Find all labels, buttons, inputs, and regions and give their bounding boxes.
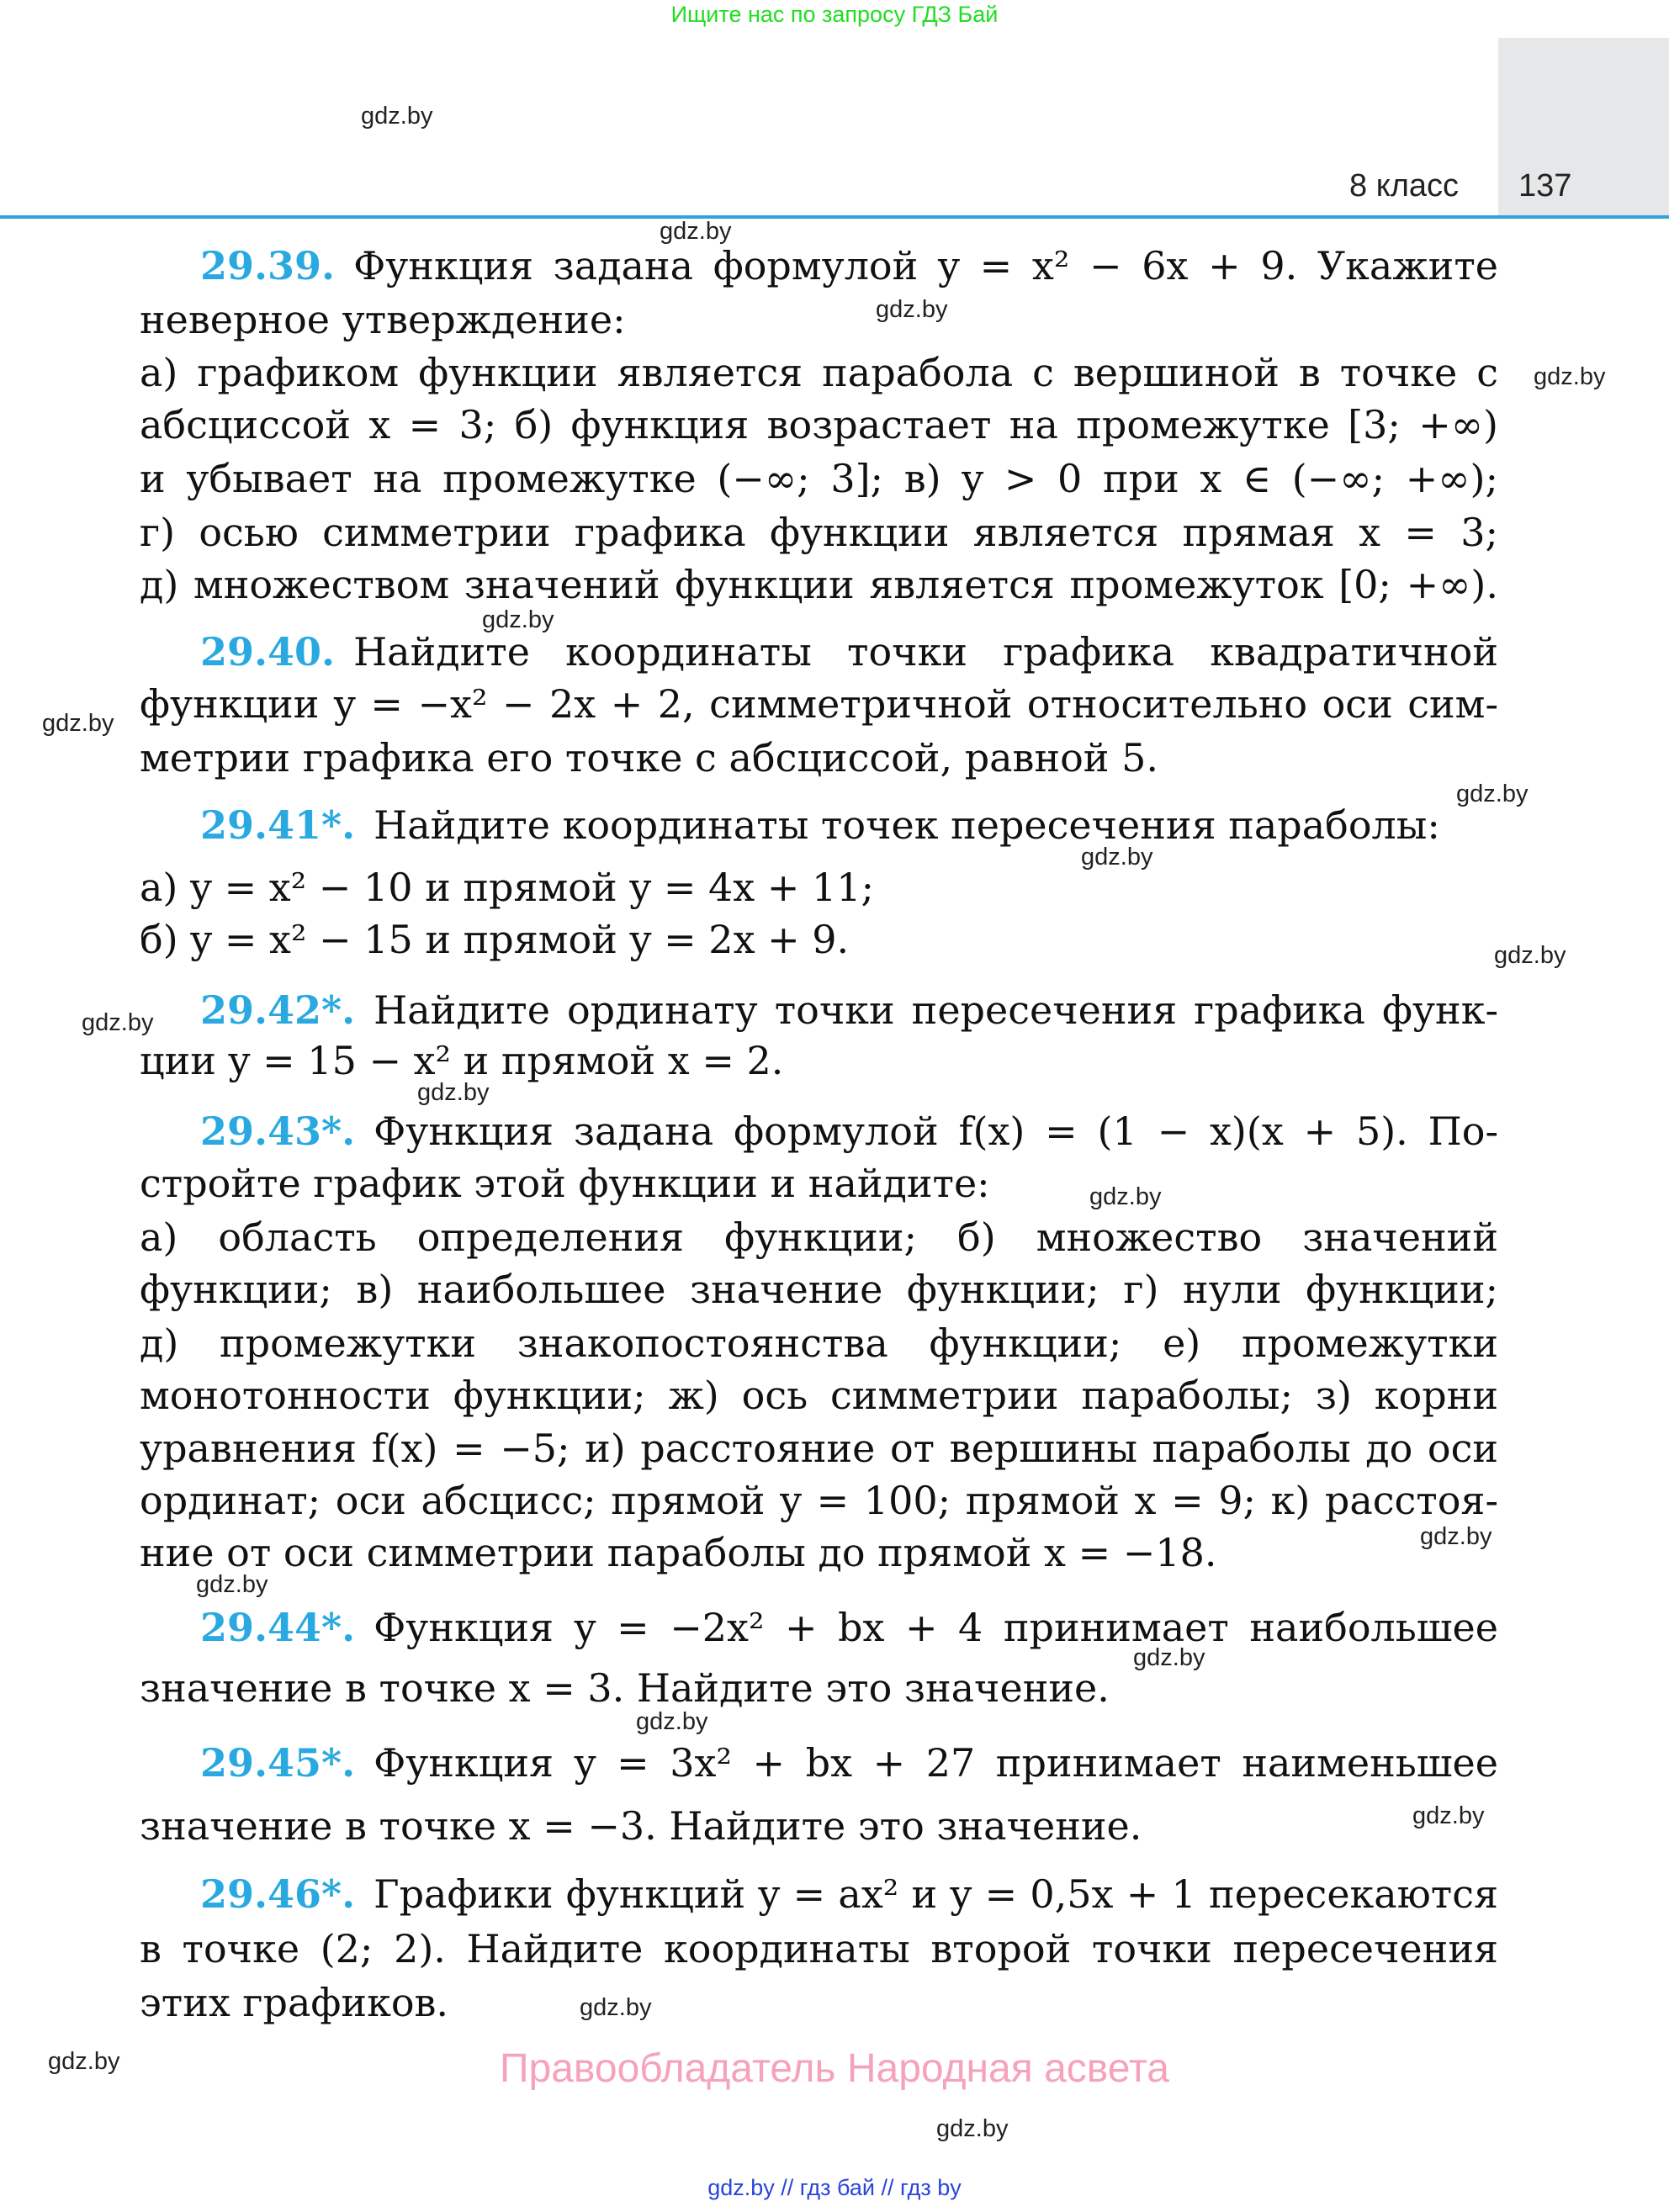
problem-line	[140, 1662, 1498, 1714]
watermark-text: gdz.by	[876, 296, 948, 323]
problem-number: 29.39.	[200, 243, 336, 288]
problem-first-line	[140, 240, 1498, 292]
problem-text: а) y = x² − 10 и прямой y = 4x + 11;	[140, 865, 875, 910]
problem-line	[140, 1157, 1498, 1209]
search-banner: Ищите нас по запросу ГДЗ Бай	[670, 2, 999, 27]
watermark-text: gdz.by	[636, 1708, 708, 1735]
watermark-text: gdz.by	[1534, 363, 1606, 390]
problem-text: абсциссой x = 3; б) функция возрастает на промежутке [3; +∞)	[140, 402, 1498, 447]
page-number: 137	[1518, 168, 1572, 204]
problem-line	[140, 1369, 1498, 1421]
problem-text: Функция задана формулой f(x) = (1 − x)(x + 5). По-	[374, 1109, 1498, 1154]
grade-label: 8 класс	[1349, 168, 1460, 204]
problem-text: а) графиком функции является парабола с вершиной в точке с	[140, 350, 1498, 395]
problem-line	[140, 1035, 1498, 1087]
problem-line	[140, 294, 1498, 346]
problem-line	[140, 732, 1498, 784]
problem-text: значение в точке x = 3. Найдите это значение.	[140, 1665, 1110, 1711]
footer-links[interactable]: gdz.by // гдз бай // гдз by	[707, 2175, 962, 2200]
problem-number: 29.40.	[200, 629, 336, 675]
problem-first-line	[140, 626, 1498, 678]
problem-text: функции; в) наибольшее значение функции; г) нули функции;	[140, 1267, 1498, 1312]
watermark-text: gdz.by	[1494, 942, 1566, 969]
watermark-text: gdz.by	[1412, 1802, 1485, 1829]
problem-line	[140, 1211, 1498, 1263]
watermark-text: gdz.by	[361, 103, 433, 130]
problem-line	[140, 1474, 1498, 1527]
watermark-text: gdz.by	[1456, 781, 1529, 807]
problem-text: уравнения f(x) = −5; и) расстояние от вершины параболы до оси	[140, 1426, 1498, 1471]
problem-text: б) y = x² − 15 и прямой y = 2x + 9.	[140, 917, 850, 962]
problem-line	[140, 1422, 1498, 1474]
problem-text: в точке (2; 2). Найдите координаты второй точки пересечения	[140, 1926, 1498, 1971]
problem-line	[140, 347, 1498, 399]
problem-number: 29.44*.	[200, 1605, 356, 1650]
problem-line	[140, 1527, 1498, 1579]
problem-line	[140, 678, 1498, 730]
problem-text: неверное утверждение:	[140, 297, 626, 342]
problem-text: значение в точке x = −3. Найдите это значение.	[140, 1803, 1142, 1849]
watermark-text: gdz.by	[82, 1009, 154, 1036]
problem-line	[140, 1923, 1498, 1975]
problem-first-line	[140, 1105, 1498, 1157]
watermark-text: gdz.by	[1420, 1523, 1492, 1550]
problem-line	[140, 1977, 1498, 2029]
watermark-text: gdz.by	[196, 1571, 268, 1598]
problem-line	[140, 1317, 1498, 1369]
problem-line	[140, 558, 1498, 611]
problem-text: Функция задана формулой y = x² − 6x + 9. Укажите	[353, 243, 1498, 288]
watermark-text: gdz.by	[1089, 1183, 1162, 1210]
watermark-text: gdz.by	[936, 2115, 1009, 2142]
watermark-text: gdz.by	[417, 1079, 490, 1106]
watermark-text: gdz.by	[660, 218, 732, 245]
problem-number: 29.43*.	[200, 1109, 356, 1154]
problem-text: а) область определения функции; б) множество значений	[140, 1214, 1498, 1260]
problem-text: ние от оси симметрии параболы до прямой x = −18.	[140, 1530, 1217, 1575]
watermark-text: gdz.by	[1081, 844, 1153, 871]
problem-line	[140, 861, 1498, 913]
copyright-notice: Правообладатель Народная асвета	[500, 2046, 1169, 2091]
problem-text: Найдите координаты точек пересечения параболы:	[374, 802, 1440, 848]
problem-text: стройте график этой функции и найдите:	[140, 1161, 990, 1206]
problem-number: 29.46*.	[200, 1871, 356, 1917]
problem-line	[140, 452, 1498, 505]
problem-text: метрии графика его точке с абсциссой, равной 5.	[140, 735, 1158, 781]
problem-text: и убывает на промежутке (−∞; 3]; в) y > 0 при x ∈ (−∞; +∞);	[140, 456, 1498, 501]
problem-number: 29.41*.	[200, 802, 356, 848]
problem-line	[140, 1263, 1498, 1315]
problem-text: Найдите координаты точки графика квадратичной	[353, 629, 1498, 675]
problem-first-line	[140, 799, 1498, 851]
watermark-text: gdz.by	[42, 710, 114, 737]
problem-line	[140, 913, 1498, 966]
problem-text: функции y = −x² − 2x + 2, симметричной относительно оси сим-	[140, 681, 1498, 727]
problem-text: монотонности функции; ж) ось симметрии параболы; з) корни	[140, 1373, 1498, 1418]
problem-number: 29.42*.	[200, 987, 356, 1033]
problem-text: д) множеством значений функции является промежуток [0; +∞).	[140, 562, 1498, 607]
problem-text: г) осью симметрии графика функции является прямая x = 3;	[140, 510, 1498, 555]
problem-line	[140, 506, 1498, 558]
problem-text: Найдите ординату точки пересечения графика функ-	[374, 987, 1498, 1033]
problem-text: этих графиков.	[140, 1980, 449, 2025]
problem-text: ординат; оси абсцисс; прямой y = 100; прямой x = 9; к) расстоя-	[140, 1478, 1498, 1523]
problem-first-line	[140, 1737, 1498, 1789]
header-divider	[0, 215, 1669, 219]
watermark-text: gdz.by	[1133, 1644, 1205, 1671]
problem-first-line	[140, 1601, 1498, 1654]
watermark-text: gdz.by	[48, 2048, 120, 2075]
problem-line	[140, 399, 1498, 451]
problem-text: ции y = 15 − x² и прямой x = 2.	[140, 1038, 784, 1083]
problem-first-line	[140, 984, 1498, 1036]
problem-text: Функция y = 3x² + bx + 27 принимает наименьшее	[374, 1740, 1498, 1786]
problem-text: Функция y = −2x² + bx + 4 принимает наибольшее	[374, 1605, 1498, 1650]
problem-text: Графики функций y = ax² и y = 0,5x + 1 пересекаются	[374, 1871, 1498, 1917]
watermark-text: gdz.by	[482, 606, 554, 633]
problem-first-line	[140, 1868, 1498, 1920]
problem-text: д) промежутки знакопостоянства функции; е) промежутки	[140, 1320, 1498, 1366]
problem-line	[140, 1800, 1498, 1852]
watermark-text: gdz.by	[580, 1994, 652, 2021]
problem-number: 29.45*.	[200, 1740, 356, 1786]
